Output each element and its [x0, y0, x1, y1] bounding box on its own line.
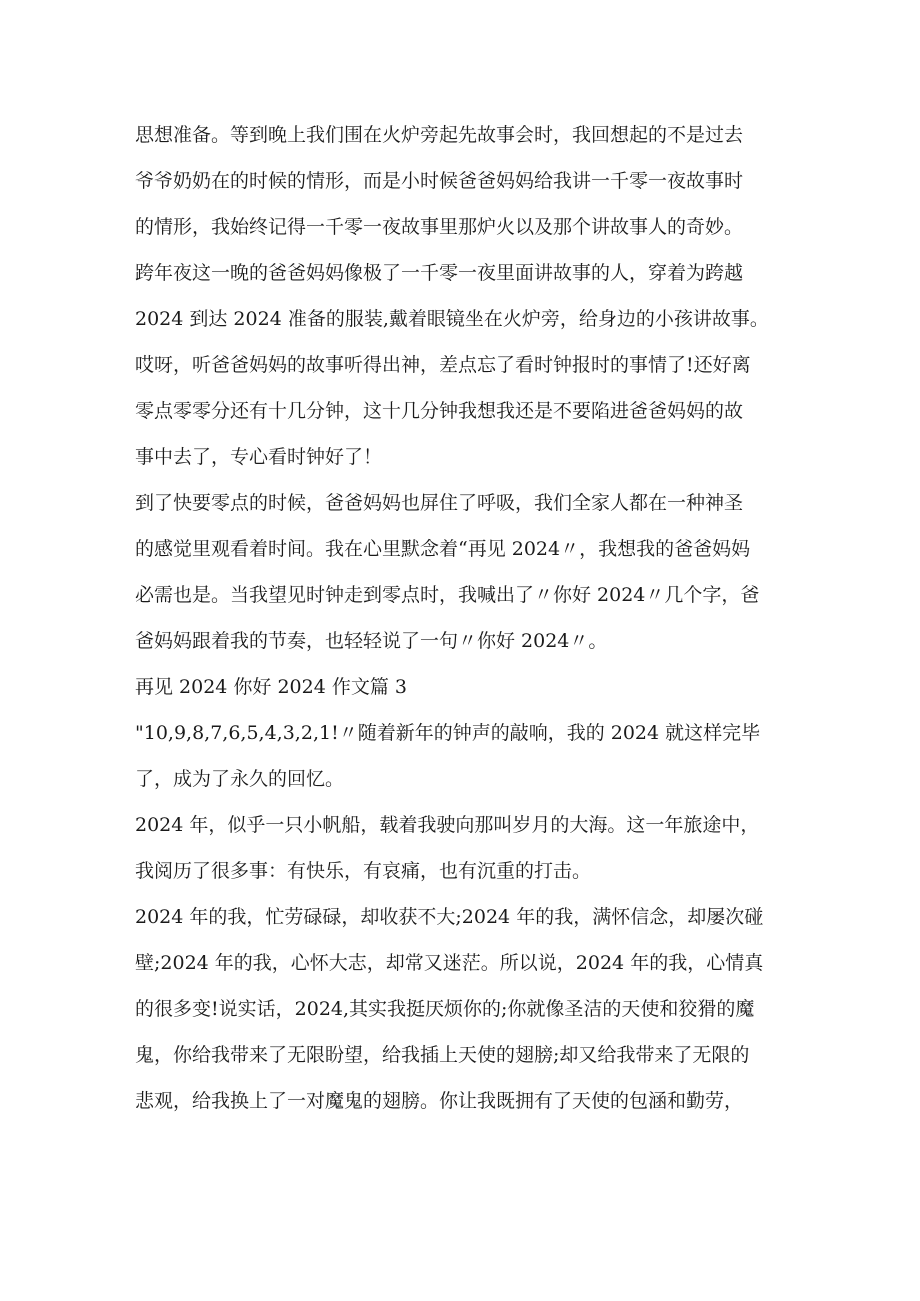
text-line: 爷爷奶奶在的时候的情形，而是小时候爸爸妈妈给我讲一千零一夜故事时: [135, 170, 744, 192]
text-line: 思想准备。等到晚上我们围在火炉旁起先故事会时，我回想起的不是过去: [135, 124, 744, 146]
text-line: "10,9,8,7,6,5,4,3,2,1!〃随着新年的钟声的敲响，我的 2024 就这样完毕: [135, 722, 761, 744]
text-line: 的情形，我始终记得一千零一夜故事里那炉火以及那个讲故事人的奇妙。: [135, 216, 744, 238]
text-line: 跨年夜这一晚的爸爸妈妈像极了一千零一夜里面讲故事的人，穿着为跨越: [135, 262, 744, 284]
text-line: 的很多变!说实话，2024,其实我挺厌烦你的;你就像圣洁的天使和狡猾的魔: [135, 998, 755, 1020]
text-line: 了，成为了永久的回忆。: [135, 768, 345, 790]
text-line: 壁;2024 年的我，心怀大志，却常又迷茫。所以说，2024 年的我，心情真: [135, 952, 764, 974]
document-body: [135, 112, 795, 1124]
text-line: 必需也是。当我望见时钟走到零点时，我喊出了〃你好 2024〃几个字，爸: [135, 584, 760, 606]
text-line: 我阅历了很多事：有快乐，有哀痛，也有沉重的打击。: [135, 860, 592, 882]
text-line: 2024 到达 2024 准备的服装,戴着眼镜坐在火炉旁，给身边的小孩讲故事。: [135, 308, 769, 330]
text-line: 2024 年，似乎一只小帆船，载着我驶向那叫岁月的大海。这一年旅途中，: [135, 814, 760, 836]
text-line: 2024 年的我，忙劳碌碌，却收获不大;2024 年的我，满怀信念，却屡次碰: [135, 906, 764, 928]
text-line: 事中去了，专心看时钟好了！: [135, 446, 383, 468]
text-line: 到了快要零点的时候，爸爸妈妈也屏住了呼吸，我们全家人都在一种神圣: [135, 492, 744, 514]
text-line: 零点零零分还有十几分钟，这十几分钟我想我还是不要陷进爸爸妈妈的故: [135, 400, 744, 422]
text-line: 悲观，给我换上了一对魔鬼的翅膀。你让我既拥有了天使的包涵和勤劳，: [135, 1090, 744, 1112]
text-line: 鬼，你给我带来了无限盼望，给我插上天使的翅膀;却又给我带来了无限的: [135, 1044, 750, 1066]
text-line: 哎呀，听爸爸妈妈的故事听得出神，差点忘了看时钟报时的事情了!还好离: [135, 354, 751, 376]
text-line: 的感觉里观看着时间。我在心里默念着“再见 2024〃，我想我的爸爸妈妈: [135, 538, 751, 560]
section-heading: 再见 2024 你好 2024 作文篇 3: [135, 676, 407, 698]
text-line: 爸妈妈跟着我的节奏，也轻轻说了一句〃你好 2024〃。: [135, 630, 608, 652]
